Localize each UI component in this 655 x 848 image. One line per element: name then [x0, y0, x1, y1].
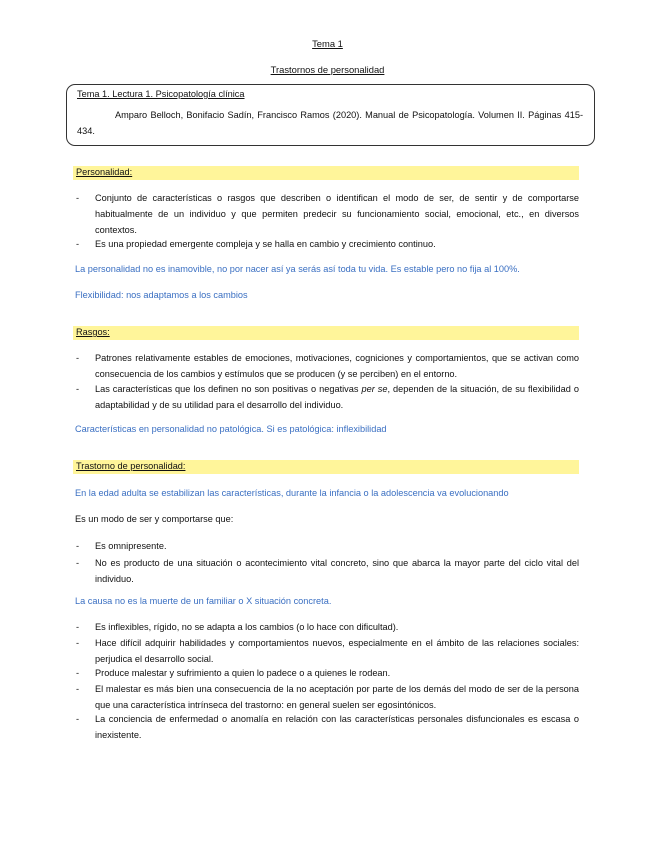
- list-item: [73, 555, 579, 587]
- list-item: [73, 681, 579, 713]
- bullet-dash: -: [76, 622, 80, 632]
- list-item-text: Conjunto de características o rasgos que describen o identifican el modo de ser, de sentir y de comportarse habitualmente de un individuo y que permiten predecir su funcionamiento social, emocional, etc., en diversos contextos.: [95, 193, 579, 235]
- bullet-dash: -: [76, 353, 80, 363]
- list-item: [73, 190, 579, 238]
- section-heading-text: Trastorno de personalidad:: [76, 461, 186, 471]
- reference-box: [66, 84, 595, 146]
- list-item-text-part: Las características que los definen no son positivas o negativas: [95, 384, 362, 394]
- section-heading-rasgos: [73, 326, 579, 340]
- bullet-dash: -: [76, 638, 80, 648]
- list-item-text: Es una propiedad emergente compleja y se halla en cambio y crecimiento continuo.: [95, 239, 436, 249]
- section-heading-text: Rasgos:: [76, 327, 110, 337]
- list-item-text: Produce malestar y sufrimiento a quien lo padece o a quienes le rodean.: [95, 668, 391, 678]
- list-item: [73, 711, 579, 743]
- list-item-text: El malestar es más bien una consecuencia de la no aceptación por parte de los demás del modo de ser de la persona que una característica intrínseca del trastorno: en general suelen ser egosintónicos.: [95, 684, 579, 710]
- list-item-text-part: , dependen de la situación, de su flexibilidad o adaptabilidad y de su utilidad para el desarrollo del individuo.: [95, 384, 579, 410]
- bullet-dash: -: [76, 193, 80, 203]
- annotation-note: Características en personalidad no patológica. Si es patológica: inflexibilidad: [75, 424, 387, 434]
- list-item: [73, 381, 579, 413]
- list-item: [73, 350, 579, 382]
- annotation-note: La causa no es la muerte de un familiar o X situación concreta.: [75, 596, 332, 606]
- section-heading-text: Personalidad:: [76, 167, 133, 177]
- intro-text: Es un modo de ser y comportarse que:: [75, 514, 234, 524]
- list-item: [73, 635, 579, 667]
- document-subtitle: Trastornos de personalidad: [270, 64, 385, 75]
- bullet-dash: -: [76, 714, 80, 724]
- bullet-dash: -: [76, 558, 80, 568]
- annotation-note: La personalidad no es inamovible, no por nacer así ya serás así toda tu vida. Es estable pero no fija al 100%.: [75, 264, 520, 274]
- list-item-text: [95, 381, 579, 413]
- bullet-dash: -: [76, 541, 80, 551]
- list-item-text: No es producto de una situación o acontecimiento vital concreto, sino que abarca la mayor parte del ciclo vital del individuo.: [95, 558, 579, 584]
- reference-citation: Amparo Belloch, Bonifacio Sadín, Francisco Ramos (2020). Manual de Psicopatología. Volumen II. Páginas 415-434.: [77, 110, 583, 136]
- annotation-note: Flexibilidad: nos adaptamos a los cambios: [75, 290, 248, 300]
- list-item: [73, 665, 579, 681]
- section-heading-trastorno: [73, 460, 579, 474]
- list-item-text: Es omnipresente.: [95, 541, 167, 551]
- bullet-dash: -: [76, 668, 80, 678]
- document-title: Tema 1: [312, 38, 343, 49]
- annotation-note: En la edad adulta se estabilizan las características, durante la infancia o la adolescencia va evolucionando: [75, 488, 509, 498]
- list-item: [73, 619, 579, 635]
- bullet-dash: -: [76, 239, 80, 249]
- list-item-text: Hace difícil adquirir habilidades y comportamientos nuevos, especialmente en el ámbito de las relaciones sociales: perjudica el desarrollo social.: [95, 638, 579, 664]
- section-heading-personalidad: [73, 166, 579, 180]
- list-item: [73, 236, 579, 252]
- list-item-text: La conciencia de enfermedad o anomalía en relación con las características personales disfuncionales es escasa o inexistente.: [95, 714, 579, 740]
- list-item-text: Es inflexibles, rígido, no se adapta a los cambios (o lo hace con dificultad).: [95, 622, 399, 632]
- list-item-text: Patrones relativamente estables de emociones, motivaciones, cogniciones y comportamientos, que se activan como consecuencia de los cambios y estímulos que se producen (y se perciben) en el entorno.: [95, 353, 579, 379]
- bullet-dash: -: [76, 684, 80, 694]
- italic-term: per se: [361, 384, 388, 394]
- reference-heading: Tema 1. Lectura 1. Psicopatología clínica: [77, 89, 245, 99]
- bullet-dash: -: [76, 384, 80, 394]
- list-item: [73, 538, 579, 554]
